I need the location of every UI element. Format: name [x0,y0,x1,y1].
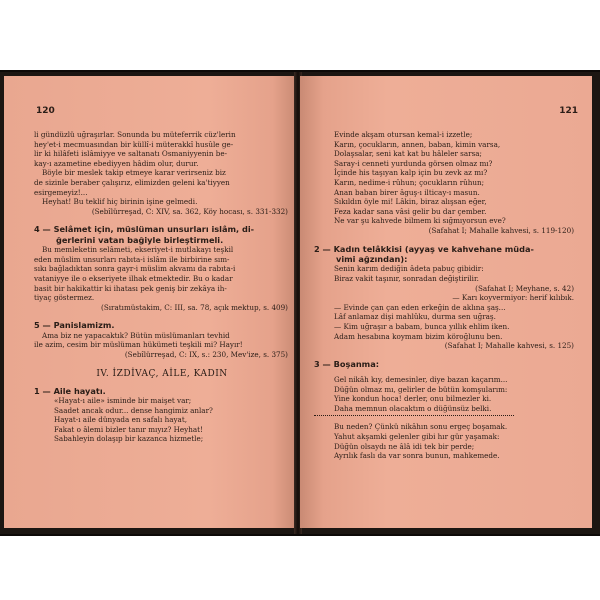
text-line: eden müslim unsurları rabıta-i islâm ile birbirine sım- [34,254,230,264]
citation: (Sebîlürreşad, C: XIV, sa. 362, Köy hocası, s. 331-332) [91,206,288,216]
citation: (Sebîlürreşad, C: IX, s.: 230, Mev'ize, s. 375) [124,349,288,359]
page-text [314,130,576,461]
text-line: Ama biz ne yapacaktık? Bütün müslümanları tevhid [42,330,230,340]
section-heading: 4 — Selâmet için, müslüman unsurları islâm, di- [34,224,255,235]
section-heading: vimi ağzından): [336,253,408,264]
citation: (Sıratımüstakim, C: III, sa. 78, açık mektup, s. 409) [101,302,288,312]
spacer [314,236,576,244]
open-book [0,70,600,536]
citation: — Karı koyvermiyor: herif kılıbık. [452,293,574,303]
text-line: «Hayat-ı aile» isminde bir maişet var; [54,395,192,405]
text-line: Fakat o âlemi bizler tanır mıyız? Heyhat! [54,424,203,434]
text-line: Saray-i cenneti yurdunda görsen olmaz mı? [334,158,493,168]
text-line: Bu memleketin selâmeti, ekseriyet-i mutlakayı teşkil [42,245,234,255]
text-line: — Evinde çan çan eden erkeğin de aklına şaş... [334,302,506,312]
text-line: tiyaç göstermez. [34,293,95,303]
right-page [300,76,592,528]
text-line: Evinde akşam otursan kemal-i izzetle; [334,130,473,139]
text-line: — Kim uğraşır a babam, bunca yıllık ehlim iken. [334,321,510,331]
text-line: li gündüzlü uğraşırlar. Sonunda bu müteferrik cüz'lerin [34,130,236,139]
spacer [314,351,576,359]
text-line: Anan baban birer âguş-ı ilticay-ı masun. [334,187,480,197]
section-heading: 2 — Kadın telâkkisi (ayyaş ve kahvehane müda- [314,243,534,254]
text-line: Adam hesabına koymam bizim köroğlunu ben. [334,331,503,341]
text-line: Ayrılık faslı da var sonra bunun, mahkemede. [334,451,500,461]
text-line: Senin karım dediğin âdeta pabuç gibidir: [334,264,484,274]
spacer [34,360,290,368]
text-line: Bu neden? Çünkü nikâhın sonu ergeç boşamak. [334,422,508,432]
text-line: Feza kadar sana vâsi gelir bu dar çember. [334,206,487,216]
text-line: de sizinle beraber çalışırız, elimizden geleni ka'tiyyen [34,177,230,187]
text-line: Karın, çocukların, annen, baban, kimin varsa, [334,139,501,149]
citation: (Safahat I; Mahalle kahvesi, s. 125) [444,341,574,351]
text-line: lir ki hilâfeti islâmiyye ve saltanatı Osmaniyyenin be- [34,149,228,159]
text-line: Sıkıldın öyle mi! Lâkin, biraz alışsan eğer, [334,197,487,207]
text-line: Yine kondun hoca! derler, onu bilmezler ki. [334,394,492,404]
text-line: Gel nikâh kıy, demesinler, diye bazan kaçarım... [334,375,508,385]
text-line: Biraz vakit taşınır, sonradan değiştirilir. [334,273,479,283]
text-line: Yahut akşamki gelenler gibi hır gür yaşamak: [334,432,500,442]
text-line: hey'et-i mecmuasından bir küllî-i müterakkî husûle ge- [34,139,234,149]
section-heading: ğerlerini vatan bağiyle birleştirmeli. [56,234,224,245]
text-line: esirgemeyiz!... [34,187,88,197]
text-line: Hayat-ı aile dünyada en safalı hayat, [54,415,187,425]
text-line: sıkı bağladıktan sonra gayr-i müslim akvamı da rabıta-i [34,264,236,274]
chapter-heading: IV. İZDİVAÇ, AİLE, KADIN [96,368,228,379]
text-line: Heyhat! Bu teklif hiç birinin işine gelmedi. [42,197,198,207]
page-number: 121 [559,106,578,116]
text-line: Düğün olsaydı ne âlâ idi tek bir perde; [334,441,475,451]
text-line: Saadet ancak odur... dense hangimiz anlar? [54,405,213,415]
section-heading: 5 — Panislamizm. [34,320,115,331]
spacer [34,216,290,224]
dotted-separator [314,415,514,420]
text-line: vataniyye ile o ekseriyete ilhak etmektedir. Bu o kadar [34,273,233,283]
text-line: Dolaşsalar, seni kat kat bu hâleler sarsa; [334,149,482,159]
text-line: Daha memnun olacaktım o düğünsüz belki. [334,403,492,413]
text-line: İçinde his taşıyan kalp için bu zevk az mı? [334,168,488,178]
text-line: Karın, nedime-i rûhun; çocukların rûhun; [334,177,485,187]
spacer [34,312,290,320]
text-line: Sabahleyin dolaşıp bir kazanca hizmetle; [54,434,204,444]
page-number: 120 [36,106,55,116]
text-line: Böyle bir meslek takip etmeye karar verirseniz biz [42,168,226,178]
section-heading: 1 — Aile hayatı. [34,385,106,396]
page-text [34,130,290,444]
citation: (Safahat I; Meyhane, s. 42) [475,283,574,293]
text-line: ile azim, cesim bir müslüman hükümeti teşkili mi? Hayır! [34,340,243,350]
left-page [4,76,296,528]
section-heading: 3 — Boşanma: [314,358,380,369]
text-line: kay-ı azametine ebediyyen hâdim olur, durur. [34,158,199,168]
citation: (Safahat I; Mahalle kahvesi, s. 119-120) [428,225,574,235]
text-line: Lâf anlamaz dişi mahlûku, durma sen uğraş. [334,312,496,322]
text-line: basit bir hakikattir ki ihatası pek geniş bir zekâya ih- [34,283,227,293]
text-line: Ne var şu kahvede bilmem ki sığmıyorsun eve? [334,216,506,226]
text-line: Düğün olmaz mı, gelirler de bütün komşularım: [334,384,508,394]
